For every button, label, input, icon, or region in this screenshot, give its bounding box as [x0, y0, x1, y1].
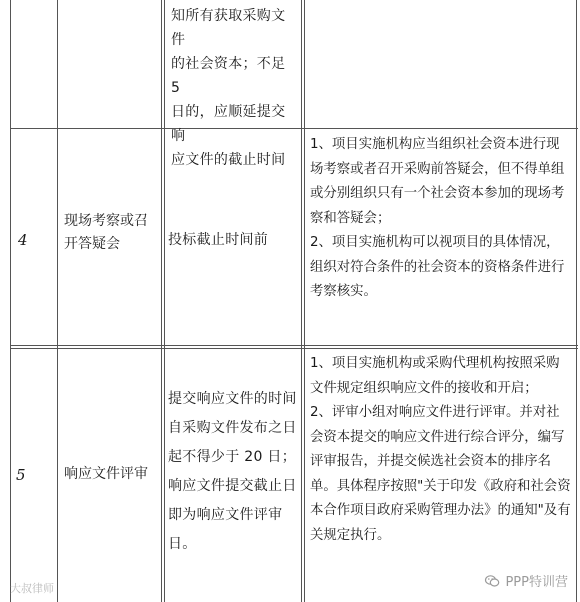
requirement-item: 2、评审小组对响应文件进行评审。并对社会资本提交的响应文件进行综合评分，编写评审报告，并提交候选社会资本的排序名单。具体程序按照"关于印发《政府和社会资本合作项目政府采购管理办法》的通知"及有关规定执行。	[310, 405, 571, 543]
time-line: 知所有获取采购文件	[171, 8, 286, 48]
time-requirement: 投标截止时间前	[168, 232, 269, 248]
table-border-left	[10, 0, 11, 602]
watermark-left: 大叔律师	[10, 582, 54, 595]
watermark-right	[484, 571, 568, 590]
table-border-right	[576, 0, 577, 602]
time-line: 日的，应顺延提交响	[171, 104, 286, 144]
column-divider	[301, 0, 302, 602]
wechat-icon	[484, 573, 500, 589]
column-divider	[304, 0, 305, 602]
requirement-item: 1、项目实施机构应当组织社会资本进行现场考察或者召开采购前答疑会，但不得单组或分别组织只有一个社会资本参加的现场考察和答疑会；	[310, 137, 565, 226]
column-divider	[164, 0, 165, 602]
stage-name: 响应文件评审	[64, 466, 148, 482]
column-divider	[57, 0, 58, 602]
requirement-list	[310, 133, 572, 305]
time-line: 应文件的截止时间	[171, 152, 286, 168]
row-divider	[10, 348, 578, 349]
column-divider	[161, 0, 162, 602]
requirement-item: 1、项目实施机构或采购代理机构按照采购文件规定组织响应文件的接收和开启；	[310, 356, 560, 396]
row-number: 4	[18, 231, 28, 249]
row-divider	[10, 345, 578, 346]
watermark-right-label: PPP特训营	[505, 575, 568, 590]
row-number: 5	[16, 466, 26, 484]
time-line: 的社会资本；不足 5	[171, 56, 286, 96]
time-requirement: 提交响应文件的时间自采购文件发布之日起不得少于 20 日；响应文件提交截止日即为响应文件评审日。	[168, 391, 297, 552]
stage-name: 现场考察或召开答疑会	[64, 213, 148, 252]
requirement-item: 2、项目实施机构可以视项目的具体情况，组织对符合条件的社会资本的资格条件进行考察核实。	[310, 235, 565, 299]
procurement-table	[10, 0, 578, 602]
requirement-list	[310, 352, 572, 548]
table-row	[171, 4, 299, 172]
